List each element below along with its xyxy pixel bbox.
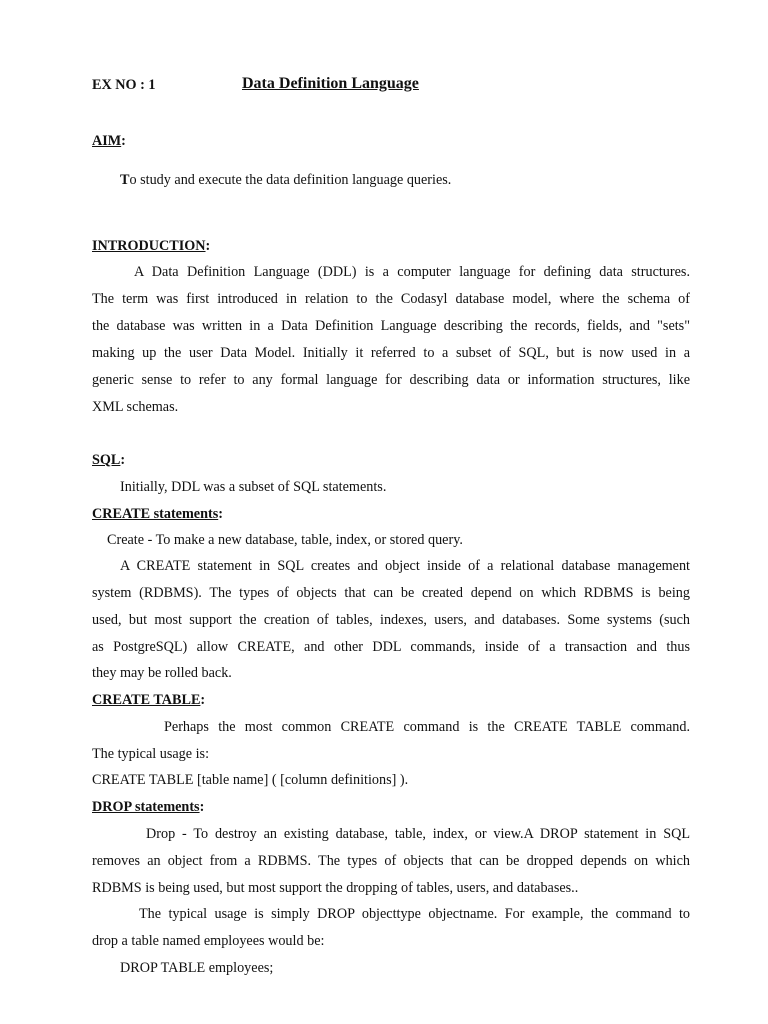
drop-line-3: RDBMS is being used, but most support the dropping of tables, users, and databases.. xyxy=(92,880,579,896)
create-table-line-1: Perhaps the most common CREATE command is the CREATE TABLE command. xyxy=(164,719,690,735)
introduction-heading-text: INTRODUCTION xyxy=(92,238,206,254)
create-line-4: as PostgreSQL) allow CREATE, and other DDL commands, inside of a transaction and thus xyxy=(92,639,690,655)
create-line-3: used, but most support the creation of tables, indexes, users, and databases. Some systems (such xyxy=(92,612,690,628)
sql-text: Initially, DDL was a subset of SQL statements. xyxy=(120,479,387,495)
create-line-1: A CREATE statement in SQL creates and object inside of a relational database management xyxy=(120,558,690,574)
sql-heading-text: SQL xyxy=(92,452,121,468)
create-statements-heading: CREATE statements: xyxy=(92,506,223,522)
introduction-line-5: generic sense to refer to any formal language for describing data or information structures, like xyxy=(92,372,690,388)
exercise-number: EX NO : 1 xyxy=(92,77,156,93)
introduction-line-6: XML schemas. xyxy=(92,399,179,415)
drop-statements-heading: DROP statements: xyxy=(92,799,205,815)
aim-text xyxy=(120,171,451,189)
drop-table-example: DROP TABLE employees; xyxy=(120,960,274,976)
introduction-line-1: A Data Definition Language (DDL) is a computer language for defining data structures. xyxy=(134,264,690,280)
introduction-line-3: the database was written in a Data Definition Language describing the records, fields, and "sets" xyxy=(92,318,690,334)
create-line-2: system (RDBMS). The types of objects that can be created depend on which RDBMS is being xyxy=(92,585,690,601)
create-table-line-2: The typical usage is: xyxy=(92,746,210,762)
drop-line-2: removes an object from a RDBMS. The types of objects that can be dropped depends on which xyxy=(92,853,690,869)
introduction-line-2: The term was first introduced in relation to the Codasyl database model, where the schema of xyxy=(92,291,690,307)
sql-heading: SQL: xyxy=(92,452,126,468)
introduction-heading: INTRODUCTION: xyxy=(92,238,211,254)
aim-first-letter: T xyxy=(120,172,130,188)
create-definition: Create - To make a new database, table, index, or stored query. xyxy=(107,532,463,548)
aim-body: o study and execute the data definition language queries. xyxy=(129,172,452,188)
document-title: Data Definition Language xyxy=(242,75,419,92)
create-table-heading: CREATE TABLE: xyxy=(92,692,206,708)
create-table-syntax: CREATE TABLE [table name] ( [column definitions] ). xyxy=(92,772,409,788)
drop-usage-line-1: The typical usage is simply DROP objecttype objectname. For example, the command to xyxy=(139,906,690,922)
drop-usage-line-2: drop a table named employees would be: xyxy=(92,933,325,949)
create-table-heading-text: CREATE TABLE xyxy=(92,692,201,708)
create-line-5: they may be rolled back. xyxy=(92,665,232,681)
create-statements-heading-text: CREATE statements xyxy=(92,506,219,522)
introduction-line-4: making up the user Data Model. Initially it referred to a subset of SQL, but is now used in a xyxy=(92,345,690,361)
aim-heading-text: AIM xyxy=(92,133,122,149)
drop-line-1: Drop - To destroy an existing database, table, index, or view.A DROP statement in SQL xyxy=(146,826,690,842)
drop-statements-heading-text: DROP statements xyxy=(92,799,200,815)
aim-heading: AIM: xyxy=(92,133,126,149)
